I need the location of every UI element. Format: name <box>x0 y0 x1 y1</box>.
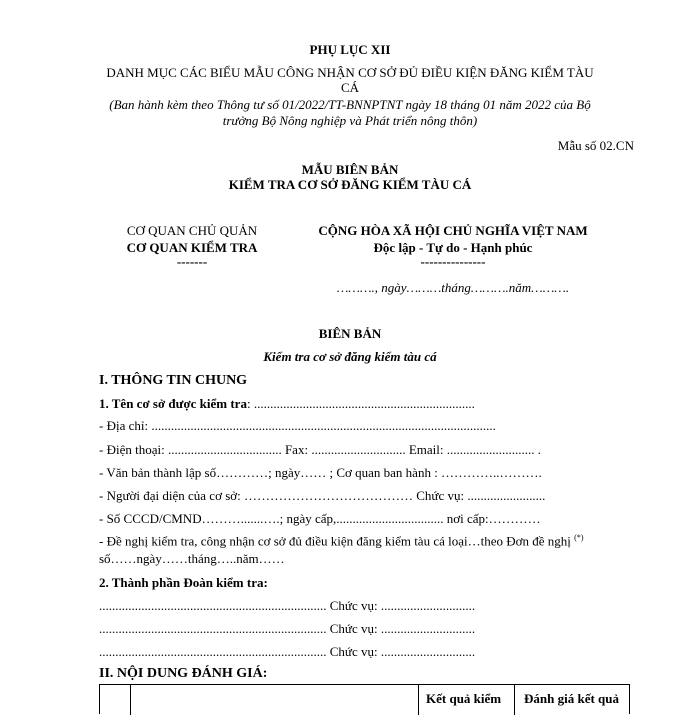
appendix-subtitle-line1: DANH MỤC CÁC BIỂU MẪU CÔNG NHẬN CƠ SỞ ĐỦ ĐIỀU KIỆN ĐĂNG KIỂM TÀU <box>106 65 594 80</box>
table-header-assessment: Đánh giá kết quả <box>524 691 619 706</box>
appendix-note-line1: (Ban hành kèm theo Thông tư số 01/2022/TT-BNNPTNT ngày 18 tháng 01 năm 2022 của Bộ <box>109 97 591 112</box>
request-footnote-mark: (*) <box>574 533 584 542</box>
table-column-divider <box>418 685 419 715</box>
assessment-table <box>99 684 630 714</box>
form-code: Mẫu số 02.CN <box>557 138 634 153</box>
table-column-divider <box>130 685 131 715</box>
request-row-line1 <box>99 533 583 549</box>
agency-name: CƠ QUAN CHỦ QUẢN <box>126 223 258 238</box>
record-title: BIÊN BẢN <box>318 326 382 341</box>
address-row: - Địa chỉ: .......................................................................................................... <box>99 418 496 433</box>
facility-name-fill: : .................................................................... <box>246 396 475 411</box>
section3-heading: II. NỘI DUNG ĐÁNH GIÁ: <box>99 666 268 681</box>
section1-heading: I. THÔNG TIN CHUNG <box>99 373 248 388</box>
record-subtitle: Kiểm tra cơ sở đăng kiểm tàu cá <box>263 349 437 364</box>
table-header-result: Kết quả kiểm <box>426 691 502 706</box>
table-column-divider <box>514 685 515 715</box>
appendix-note-line2: trưởng Bộ Nông nghiệp và Phát triển nông thôn) <box>222 113 478 128</box>
template-title-line2: KIỂM TRA CƠ SỞ ĐĂNG KIỂM TÀU CÁ <box>228 177 472 192</box>
national-title: CỘNG HÒA XÃ HỘI CHỦ NGHĨA VIỆT NAM <box>318 223 588 238</box>
facility-name-row <box>99 396 475 412</box>
member-row: ...................................................................... Chức vụ: ............................. <box>99 621 476 636</box>
national-motto: Độc lập - Tự do - Hạnh phúc <box>373 240 533 255</box>
facility-name-label: 1. Tên cơ sở được kiểm tra <box>99 396 247 411</box>
date-line: ………., ngày………tháng……….năm………. <box>336 280 570 295</box>
contact-row: - Điện thoại: ................................... Fax: ............................. Email: ........................... . <box>99 442 541 457</box>
appendix-subtitle-line2: CÁ <box>340 80 360 95</box>
template-title-line1: MẪU BIÊN BẢN <box>301 162 399 177</box>
inspection-agency-name: CƠ QUAN KIỂM TRA <box>126 240 258 255</box>
section2-heading: 2. Thành phần Đoàn kiểm tra: <box>99 575 268 590</box>
request-row-line2: số……ngày……tháng…..năm…… <box>99 551 285 566</box>
establishment-row: - Văn bản thành lập số…………; ngày…… ; Cơ quan ban hành : …………..………. <box>99 465 542 480</box>
member-row: ...................................................................... Chức vụ: ............................. <box>99 644 476 659</box>
member-row: ...................................................................... Chức vụ: ............................. <box>99 598 476 613</box>
representative-row: - Người đại diện của cơ sở: ………………………………… Chức vụ: ........................ <box>99 488 546 503</box>
left-divider: ------- <box>176 254 208 269</box>
appendix-title: PHỤ LỤC XII <box>309 42 391 57</box>
right-divider: --------------- <box>420 254 486 269</box>
request-text: - Đề nghị kiểm tra, công nhận cơ sở đủ điều kiện đăng kiểm tàu cá loại…theo Đơn đề nghị <box>99 533 571 549</box>
id-card-row: - Số CCCD/CMND……….......….; ngày cấp,................................. nơi cấp:………… <box>99 511 541 526</box>
